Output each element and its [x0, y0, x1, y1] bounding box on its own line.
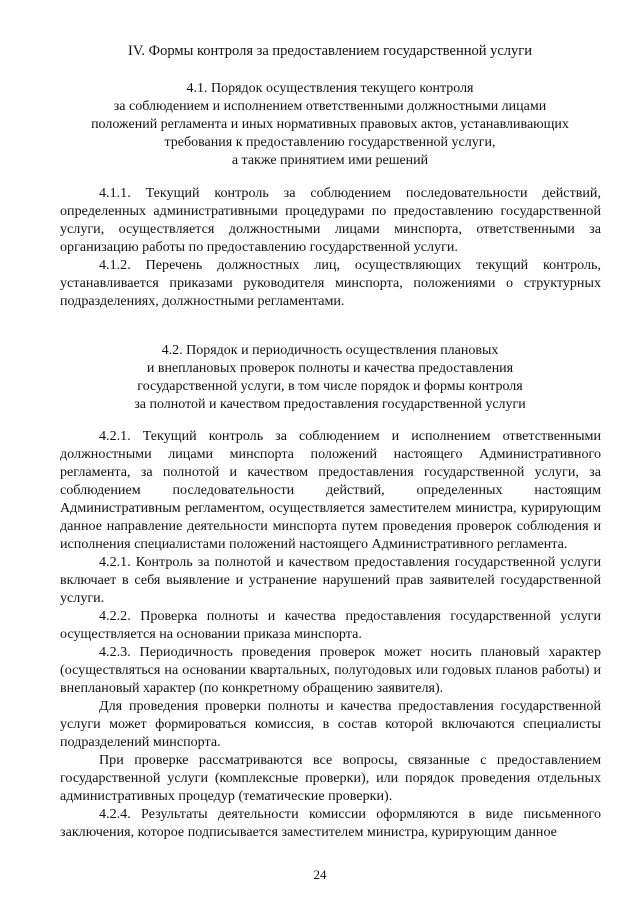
paragraph-4-1-2: 4.1.2. Перечень должностных лиц, осуществляющих текущий контроль, устанавливается приказами руководителя минспорта, положениями о структурных подразделениях, должностными регламентами. [60, 257, 601, 309]
heading-line: положений регламента и иных нормативных правовых актов, устанавливающих [91, 117, 569, 132]
subsection-4-1-heading [60, 80, 600, 170]
paragraph-4-1-1: 4.1.1. Текущий контроль за соблюдением последовательности действий, определенных административными процедурами по предоставлению государственной услуги, осуществляется должностными лицами минспорта, ответственными за организацию работы по предоставлению государственной услуги. [60, 185, 601, 255]
paragraph-4-2-4: 4.2.4. Результаты деятельности комиссии оформляются в виде письменного заключения, которое подписывается заместителем министра, курирующим данное [60, 806, 601, 840]
subsection-4-2-heading [60, 342, 600, 414]
paragraph-4-2-2: 4.2.2. Проверка полноты и качества предоставления государственной услуги осуществляется на основании приказа минспорта. [60, 608, 601, 642]
heading-line: и внеплановых проверок полноты и качества предоставления [146, 361, 514, 376]
heading-line: а также принятием ими решений [231, 153, 429, 168]
heading-line: требования к предоставлению государственной услуги, [164, 135, 496, 150]
page-number: 24 [313, 867, 327, 882]
section-title: IV. Формы контроля за предоставлением государственной услуги [128, 43, 532, 59]
paragraph-4-2-3: 4.2.3. Периодичность проведения проверок может носить плановый характер (осуществляться на основании квартальных, полугодовых или годовых планов работы) и внеплановый характер (по конкретному обращению заявителя). [60, 644, 601, 696]
paragraph-4-2-1-control: 4.2.1. Контроль за полнотой и качеством предоставления государственной услуги включает в себя выявление и устранение нарушений прав заявителей государственной услуги. [60, 554, 601, 606]
subsection-4-2-body [60, 427, 601, 841]
paragraph-inspection-scope: При проверке рассматриваются все вопросы, связанные с предоставлением государственной услуги (комплексные проверки), или порядок проведения отдельных административных процедур (тематические проверки). [60, 752, 601, 804]
subsection-4-1-body [60, 184, 601, 310]
paragraph-commission: Для проведения проверки полноты и качества предоставления государственной услуги может формироваться комиссия, в состав которой включаются специалисты подразделений минспорта. [60, 698, 601, 750]
heading-line: за соблюдением и исполнением ответственными должностными лицами [113, 99, 547, 114]
paragraph-4-2-1: 4.2.1. Текущий контроль за соблюдением и исполнением ответственными должностными лицами минспорта положений настоящего Административного регламента, за полнотой и качеством предоставления государственной услуги, за соблюдением последовательности действий, определенных настоящим Административным регламентом, осуществляется заместителем министра, курирующим данное направление деятельности минспорта путем проведения проверок соблюдения и исполнения специалистами положений настоящего Административного регламента. [60, 428, 601, 552]
heading-line: 4.1. Порядок осуществления текущего контроля [186, 81, 474, 96]
heading-line: за полнотой и качеством предоставления государственной услуги [134, 397, 526, 412]
heading-line: 4.2. Порядок и периодичность осуществления плановых [161, 343, 499, 358]
heading-line: государственной услуги, в том числе порядок и формы контроля [137, 379, 523, 394]
